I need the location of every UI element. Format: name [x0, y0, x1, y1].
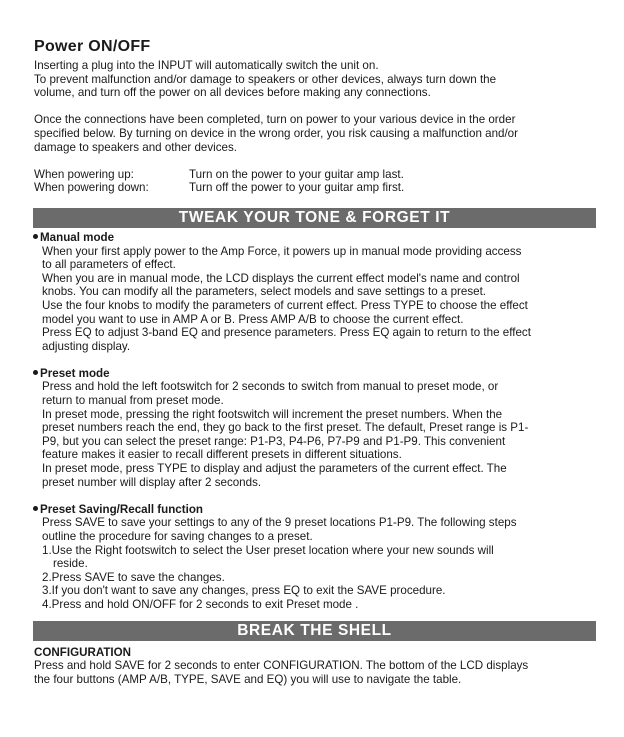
- text-line: the four buttons (AMP A/B, TYPE, SAVE and EQ) you will use to navigate the table.: [34, 672, 462, 686]
- power-row-label: When powering up:: [34, 167, 134, 181]
- text-line: return to manual from preset mode.: [42, 394, 224, 408]
- text-line: knobs. You can modify all the parameters, select models and save settings to a preset.: [42, 285, 487, 299]
- text-line: Press and hold SAVE for 2 seconds to enter CONFIGURATION. The bottom of the LCD displays: [34, 659, 529, 673]
- step-item: 4.Press and hold ON/OFF for 2 seconds to exit Preset mode .: [42, 597, 359, 611]
- text-line: Press and hold the left footswitch for 2 seconds to switch from manual to preset mode, or: [42, 380, 499, 394]
- text-line: Inserting a plug into the INPUT will automatically switch the unit on.: [34, 59, 379, 72]
- power-order-table: [34, 168, 596, 195]
- text-line: In preset mode, pressing the right footswitch will increment the preset numbers. When the: [42, 407, 503, 421]
- configuration-section: [34, 646, 596, 687]
- text-line: preset numbers reach the end, they go back to the first preset. The default, Preset range is P1-: [42, 421, 529, 435]
- configuration-heading: CONFIGURATION: [34, 645, 132, 659]
- text-line: to all parameters of effect.: [42, 258, 176, 272]
- text-line: Press EQ to adjust 3-band EQ and presence parameters. Press EQ again to return to the effect: [42, 326, 531, 340]
- power-row-up: [34, 168, 596, 182]
- power-row-text: Turn on the power to your guitar amp last.: [189, 167, 404, 181]
- text-line: When you are in manual mode, the LCD displays the current effect model's name and control: [42, 271, 520, 285]
- bullet-icon: [33, 370, 38, 375]
- text-line: damage to speakers and other devices.: [34, 140, 238, 154]
- power-paragraph-2: [34, 113, 596, 154]
- text-line: To prevent malfunction and/or damage to speakers or other devices, always turn down the: [34, 72, 497, 86]
- manual-mode-heading: Manual mode: [33, 231, 596, 245]
- preset-mode-section: [34, 367, 596, 489]
- power-paragraph-1: [34, 59, 596, 100]
- bullet-icon: [33, 234, 38, 239]
- manual-page: [34, 38, 596, 686]
- text-line: outline the procedure for saving changes to a preset.: [42, 530, 313, 543]
- text-line: In preset mode, press TYPE to display and adjust the parameters of the current effect. The: [42, 462, 507, 476]
- manual-mode-section: [34, 231, 596, 353]
- bullet-icon: [33, 506, 38, 511]
- text-line: P9, but you can select the preset range: P1-P3, P4-P6, P7-P9 and P1-P9. This convenient: [42, 434, 506, 448]
- text-line: Use the four knobs to modify the parameters of current effect. Press TYPE to choose the effect: [42, 298, 528, 312]
- shell-banner: BREAK THE SHELL: [33, 621, 596, 641]
- text-line: adjusting display.: [42, 339, 131, 353]
- text-line: When your first apply power to the Amp Force, it powers up in manual mode providing access: [42, 244, 522, 258]
- text-line: feature makes it easier to recall different presets in different situations.: [42, 448, 402, 462]
- text-line: preset number will display after 2 seconds.: [42, 475, 262, 489]
- text-line: specified below. By turning on device in the wrong order, you risk causing a malfunction and/or: [34, 126, 518, 140]
- preset-mode-heading: Preset mode: [33, 367, 596, 381]
- power-row-label: When powering down:: [34, 181, 149, 195]
- power-row-down: [34, 181, 596, 195]
- text-line: Press SAVE to save your settings to any of the 9 preset locations P1-P9. The following steps: [42, 516, 517, 530]
- text-line: model you want to use in AMP A or B. Press AMP A/B to choose the current effect.: [42, 312, 464, 326]
- text-line: volume, and turn off the power on all devices before making any connections.: [34, 86, 431, 100]
- preset-saving-section: [34, 503, 596, 612]
- power-row-text: Turn off the power to your guitar amp first.: [189, 181, 405, 195]
- step-item-continuation: reside.: [53, 557, 88, 571]
- step-item: 2.Press SAVE to save the changes.: [42, 570, 225, 584]
- step-item: 1.Use the Right footswitch to select the User preset location where your new sounds will: [42, 543, 494, 557]
- tweak-banner: TWEAK YOUR TONE & FORGET IT: [33, 208, 596, 228]
- text-line: Once the connections have been completed, turn on power to your various device in the order: [34, 113, 516, 127]
- step-item: 3.If you don't want to save any changes, press EQ to exit the SAVE procedure.: [42, 584, 446, 598]
- preset-saving-heading: Preset Saving/Recall function: [33, 503, 596, 517]
- power-title: Power ON/OFF: [34, 38, 151, 55]
